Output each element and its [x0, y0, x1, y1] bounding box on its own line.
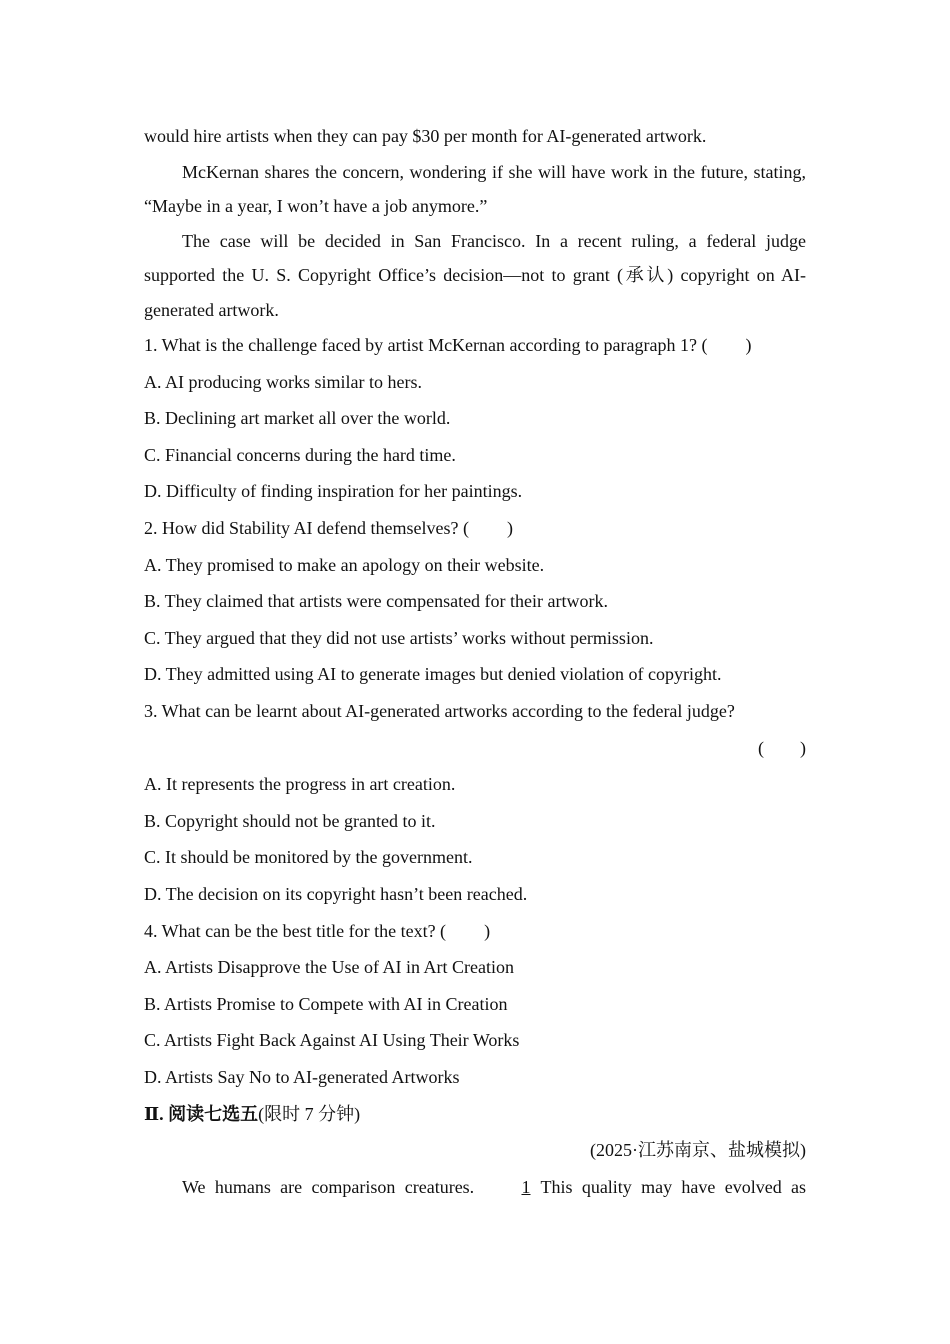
passage-paragraph: McKernan shares the concern, wondering if she will have work in the future, stating, “Maybe in a year, I won’t have a job anymore.”	[144, 161, 806, 217]
question-option[interactable]: A. It represents the progress in art creation.	[144, 774, 456, 795]
question-option[interactable]: D. The decision on its copyright hasn’t been reached.	[144, 884, 528, 904]
question-stem: 3. What can be learnt about AI-generated artworks according to the federal judge?	[144, 701, 735, 722]
question-option[interactable]: D. Difficulty of finding inspiration for her paintings.	[144, 481, 523, 502]
question-stem: 1. What is the challenge faced by artist McKernan according to paragraph 1? ( )	[144, 335, 752, 356]
question-option[interactable]: A. AI producing works similar to hers.	[144, 371, 422, 392]
question-option[interactable]: C. Financial concerns during the hard time.	[144, 444, 456, 465]
question-option[interactable]: A. They promised to make an apology on their website.	[144, 554, 545, 575]
fill-blank[interactable]: 1	[521, 1176, 531, 1197]
question-option[interactable]: A. Artists Disapprove the Use of AI in Art Creation	[144, 957, 514, 978]
section-heading: Ⅱ. 阅读七选五(限时 7 分钟)	[144, 1103, 361, 1124]
document-page	[144, 118, 806, 1205]
passage-paragraph: The case will be decided in San Francisco. In a recent ruling, a federal judge supported the U. S. Copyright Office’s decision—not to grant (承认) copyright on AI-generated artwork.	[144, 230, 806, 320]
question-option[interactable]: B. Declining art market all over the world.	[144, 408, 451, 429]
passage-line: We humans are comparison creatures. 1 This quality may have evolved as	[144, 1169, 806, 1206]
question-option[interactable]: C. Artists Fight Back Against AI Using Their Works	[144, 1030, 520, 1051]
question-stem: 4. What can be the best title for the text? ( )	[144, 920, 491, 941]
question-option[interactable]: B. Copyright should not be granted to it.	[144, 810, 436, 831]
source-note: (2025·江苏南京、盐城模拟)	[590, 1140, 806, 1161]
passage-line: would hire artists when they can pay $30 per month for AI-generated artwork.	[144, 126, 707, 146]
question-option[interactable]: C. It should be monitored by the government.	[144, 847, 473, 868]
question-option[interactable]: B. They claimed that artists were compensated for their artwork.	[144, 591, 609, 612]
question-stem: 2. How did Stability AI defend themselves? ( )	[144, 518, 513, 539]
question-option[interactable]: D. They admitted using AI to generate images but denied violation of copyright.	[144, 664, 722, 685]
question-option[interactable]: B. Artists Promise to Compete with AI in Creation	[144, 993, 508, 1014]
answer-bracket: ( )	[758, 737, 806, 758]
question-option[interactable]: D. Artists Say No to AI-generated Artworks	[144, 1066, 460, 1087]
question-option[interactable]: C. They argued that they did not use artists’ works without permission.	[144, 627, 654, 648]
